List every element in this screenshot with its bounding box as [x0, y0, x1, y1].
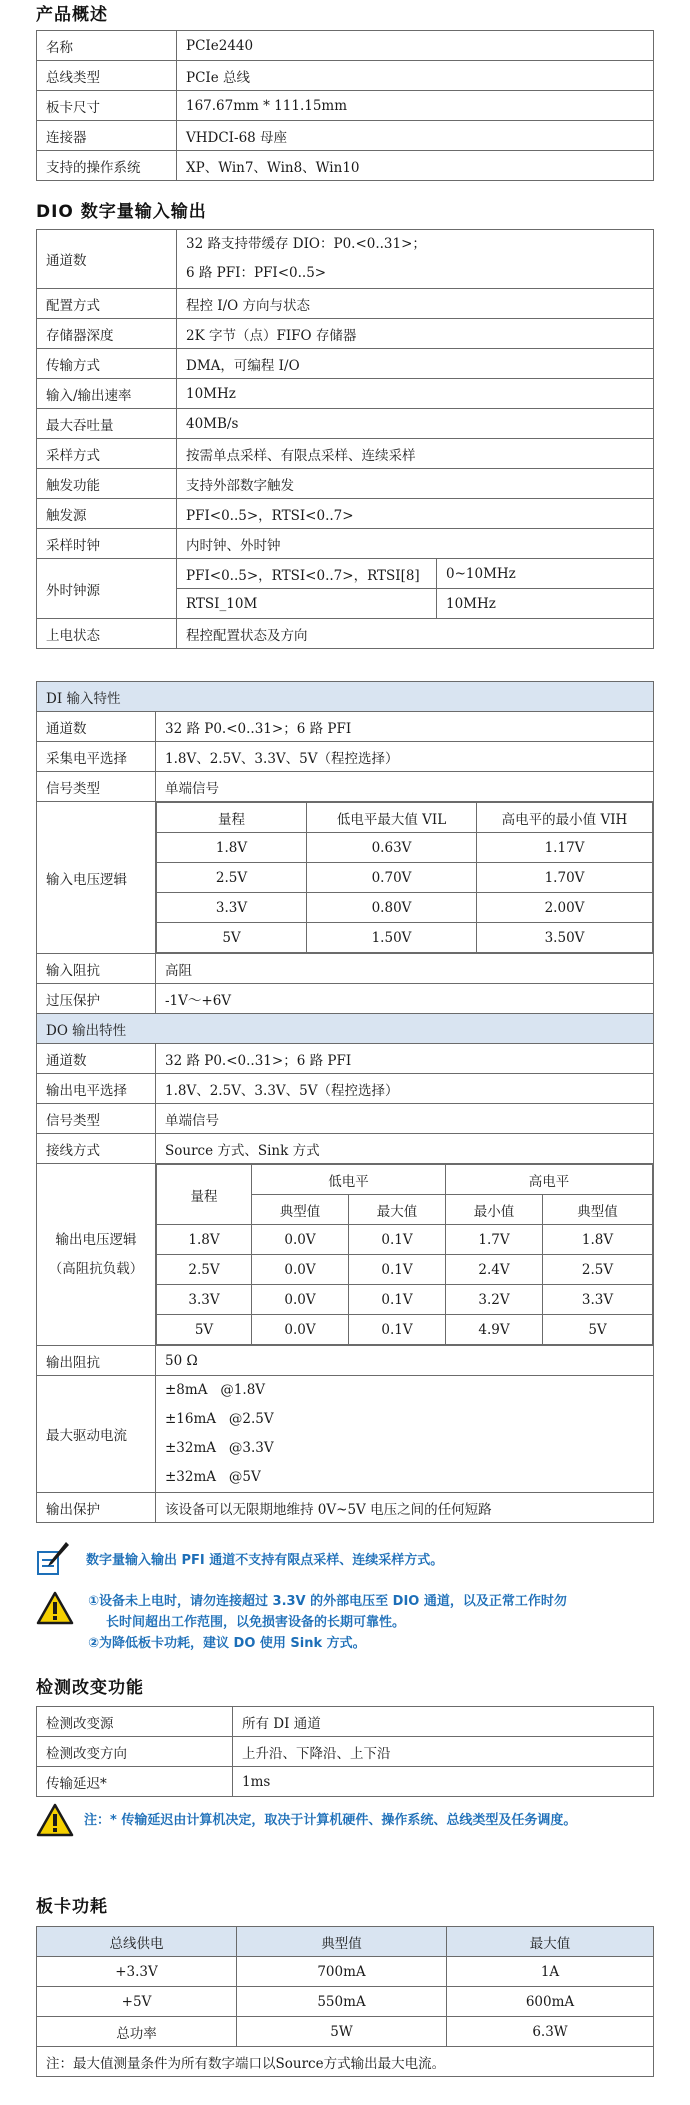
table-row [37, 2017, 654, 2047]
table-row [37, 121, 654, 151]
table-row [157, 923, 653, 953]
table-row [37, 802, 654, 954]
row-value: 40MB/s [177, 409, 654, 439]
table-row [37, 742, 654, 772]
cell: 3.50V [477, 923, 653, 953]
cell: 总功率 [37, 2017, 237, 2047]
cell: 1.70V [477, 863, 653, 893]
cell: 2.5V [157, 863, 307, 893]
table-row [37, 1493, 654, 1523]
do-title: DO 输出特性 [37, 1014, 654, 1044]
row-key: 输入阻抗 [37, 954, 156, 984]
row-value: 10MHz [177, 379, 654, 409]
warning-text [88, 1591, 668, 1654]
table-row [37, 1346, 654, 1376]
cell: 1.50V [307, 923, 477, 953]
pen-note-text: 数字量输入输出 PFI 通道不支持有限点采样、连续采样方式。 [86, 1553, 444, 1568]
cell: 5W [237, 2017, 447, 2047]
col-header: 典型值 [237, 1927, 447, 1957]
table-row [157, 1315, 653, 1345]
col-header: 高电平 [446, 1165, 653, 1195]
col-header: 最大值 [447, 1927, 654, 1957]
row-value: 该设备可以无限期地维持 0V~5V 电压之间的任何短路 [156, 1493, 654, 1523]
table-row [37, 61, 654, 91]
do-logic-label-2: （高阻抗负载） [48, 1260, 144, 1277]
cell: 0.1V [349, 1285, 446, 1315]
table-row [37, 31, 654, 61]
warning-icon [36, 1591, 74, 1629]
col-header: 高电平的最小值 VIH [477, 803, 653, 833]
table-row [37, 529, 654, 559]
do-logic-head [157, 1165, 653, 1195]
do-logic-cell [156, 1164, 654, 1346]
table-row [37, 1376, 654, 1493]
table-row [37, 1737, 654, 1767]
di-section-header [37, 682, 654, 712]
row-key: 输入/输出速率 [37, 379, 177, 409]
table-row [37, 409, 654, 439]
row-key: 检测改变源 [37, 1707, 233, 1737]
cell: 0.0V [252, 1255, 349, 1285]
cell: 6.3W [447, 2017, 654, 2047]
table-row [37, 1044, 654, 1074]
row-value: 32 路 P0.<0..31>；6 路 PFI [156, 1044, 654, 1074]
row-value [177, 230, 654, 289]
row-key: 过压保护 [37, 984, 156, 1014]
di-logic-head [157, 803, 653, 833]
cell: 0.0V [252, 1285, 349, 1315]
cell: 2.5V [157, 1255, 252, 1285]
table-row [37, 2047, 654, 2077]
row-key: 通道数 [37, 1044, 156, 1074]
warning-line-2: ②为降低板卡功耗，建议 DO 使用 Sink 方式。 [88, 1636, 366, 1651]
row-key: 通道数 [37, 712, 156, 742]
ext-clock-range: 0~10MHz [437, 559, 654, 589]
cell: 2.5V [543, 1255, 653, 1285]
table-row [37, 954, 654, 984]
row-value: PCIe2440 [177, 31, 654, 61]
table-row [37, 559, 654, 589]
col-header: 低电平 [252, 1165, 446, 1195]
col-header: 量程 [157, 803, 307, 833]
do-section-header [37, 1014, 654, 1044]
power-footnote: 注：最大值测量条件为所有数字端口以Source方式输出最大电流。 [37, 2047, 654, 2077]
row-value: 167.67mm * 111.15mm [177, 91, 654, 121]
row-key: 总线类型 [37, 61, 177, 91]
table-row [37, 1104, 654, 1134]
row-key: 输出电平选择 [37, 1074, 156, 1104]
row-value: XP、Win7、Win8、Win10 [177, 151, 654, 181]
di-logic-table [156, 802, 653, 953]
cell: +5V [37, 1987, 237, 2017]
row-value: -1V～+6V [156, 984, 654, 1014]
transfer-delay-note: 注：* 传输延迟由计算机决定，取决于计算机硬件、操作系统、总线类型及任务调度。 [84, 1813, 577, 1828]
table-row [37, 712, 654, 742]
table-row [37, 230, 654, 289]
cell: 5V [157, 1315, 252, 1345]
row-value: 32 路 P0.<0..31>；6 路 PFI [156, 712, 654, 742]
table-row [157, 1285, 653, 1315]
row-key: 触发功能 [37, 469, 177, 499]
section-title-power: 板卡功耗 [36, 1897, 108, 1917]
row-value: 高阻 [156, 954, 654, 984]
row-key: 板卡尺寸 [37, 91, 177, 121]
warning-icon [36, 1803, 74, 1841]
cell: 1.8V [157, 833, 307, 863]
cell: 4.9V [446, 1315, 543, 1345]
row-key: 连接器 [37, 121, 177, 151]
section-title-overview: 产品概述 [36, 5, 108, 25]
table-row [37, 1767, 654, 1797]
cell: 0.1V [349, 1315, 446, 1345]
row-key: 传输方式 [37, 349, 177, 379]
table-header-row [37, 1927, 654, 1957]
row-key: 通道数 [37, 230, 177, 289]
row-value: PCIe 总线 [177, 61, 654, 91]
row-key: 存储器深度 [37, 319, 177, 349]
drive-current-line: ±32mA @5V [165, 1469, 261, 1485]
cell: 3.3V [543, 1285, 653, 1315]
table-row [37, 319, 654, 349]
change-detect-table [36, 1706, 654, 1797]
cell: 3.3V [157, 893, 307, 923]
table-row [37, 984, 654, 1014]
cell: 5V [543, 1315, 653, 1345]
row-value: 程控 I/O 方向与状态 [177, 289, 654, 319]
section-title-change-detect: 检测改变功能 [36, 1678, 144, 1698]
row-key: 支持的操作系统 [37, 151, 177, 181]
col-header: 总线供电 [37, 1927, 237, 1957]
table-row [37, 349, 654, 379]
table-row [37, 151, 654, 181]
cell: 1.17V [477, 833, 653, 863]
ext-clock-source: PFI<0..5>，RTSI<0..7>，RTSI[8] [177, 559, 437, 589]
table-row [157, 833, 653, 863]
row-value: 所有 DI 通道 [233, 1707, 654, 1737]
overview-table [36, 30, 654, 181]
row-key: 上电状态 [37, 619, 177, 649]
do-logic-label-1: 输出电压逻辑 [55, 1231, 137, 1248]
cell: 0.70V [307, 863, 477, 893]
di-title: DI 输入特性 [37, 682, 654, 712]
dio-table [36, 229, 654, 649]
table-row [37, 379, 654, 409]
row-key: 配置方式 [37, 289, 177, 319]
row-value: Source 方式、Sink 方式 [156, 1134, 654, 1164]
table-row [37, 1074, 654, 1104]
col-header: 典型值 [543, 1195, 653, 1225]
cell: 3.2V [446, 1285, 543, 1315]
row-value: 内时钟、外时钟 [177, 529, 654, 559]
cell: 0.0V [252, 1315, 349, 1345]
table-row [37, 619, 654, 649]
cell: 2.4V [446, 1255, 543, 1285]
drive-current-line: ±16mA @2.5V [165, 1411, 274, 1427]
table-row [37, 439, 654, 469]
row-value: 1.8V、2.5V、3.3V、5V（程控选择） [156, 1074, 654, 1104]
table-row [37, 1987, 654, 2017]
row-key: 名称 [37, 31, 177, 61]
row-key: 采样时钟 [37, 529, 177, 559]
table-row [37, 772, 654, 802]
row-key: 最大驱动电流 [37, 1376, 156, 1493]
table-row [37, 289, 654, 319]
cell: 0.0V [252, 1225, 349, 1255]
col-header: 量程 [157, 1165, 252, 1225]
di-do-table [36, 681, 654, 1523]
row-key: 输入电压逻辑 [37, 802, 156, 954]
row-value: DMA，可编程 I/O [177, 349, 654, 379]
table-row [37, 499, 654, 529]
row-key: 传输延迟* [37, 1767, 233, 1797]
cell: 5V [157, 923, 307, 953]
cell: 600mA [447, 1987, 654, 2017]
do-logic-table [156, 1164, 653, 1345]
row-value: 单端信号 [156, 1104, 654, 1134]
cell: 3.3V [157, 1285, 252, 1315]
row-key: 检测改变方向 [37, 1737, 233, 1767]
cell: 1A [447, 1957, 654, 1987]
cell: 0.1V [349, 1225, 446, 1255]
cell: 1.8V [543, 1225, 653, 1255]
cell: 550mA [237, 1987, 447, 2017]
row-value: 支持外部数字触发 [177, 469, 654, 499]
channels-line-1: 32 路支持带缓存 DIO：P0.<0..31>； [186, 236, 426, 252]
row-key: 信号类型 [37, 1104, 156, 1134]
row-value: PFI<0..5>，RTSI<0..7> [177, 499, 654, 529]
channels-line-2: 6 路 PFI：PFI<0..5> [186, 265, 327, 281]
cell: 2.00V [477, 893, 653, 923]
pen-note-icon [36, 1540, 70, 1580]
cell: +3.3V [37, 1957, 237, 1987]
ext-clock-source: RTSI_10M [177, 589, 437, 619]
row-value: VHDCI-68 母座 [177, 121, 654, 151]
drive-current-line: ±8mA @1.8V [165, 1382, 266, 1398]
di-logic-cell [156, 802, 654, 954]
table-row [157, 1255, 653, 1285]
row-value: 1.8V、2.5V、3.3V、5V（程控选择） [156, 742, 654, 772]
table-row [37, 1164, 654, 1346]
row-key: 采样方式 [37, 439, 177, 469]
cell: 1.7V [446, 1225, 543, 1255]
row-key: 最大吞吐量 [37, 409, 177, 439]
col-header: 最大值 [349, 1195, 446, 1225]
row-key: 采集电平选择 [37, 742, 156, 772]
row-key: 接线方式 [37, 1134, 156, 1164]
drive-current-line: ±32mA @3.3V [165, 1440, 274, 1456]
row-value: 1ms [233, 1767, 654, 1797]
cell: 0.63V [307, 833, 477, 863]
row-value: 上升沿、下降沿、上下沿 [233, 1737, 654, 1767]
row-key: 信号类型 [37, 772, 156, 802]
row-key: 外时钟源 [37, 559, 177, 619]
row-value: 单端信号 [156, 772, 654, 802]
row-value: 50 Ω [156, 1346, 654, 1376]
col-header: 低电平最大值 VIL [307, 803, 477, 833]
power-table [36, 1926, 654, 2077]
row-value: 按需单点采样、有限点采样、连续采样 [177, 439, 654, 469]
table-row [37, 1707, 654, 1737]
row-key: 输出阻抗 [37, 1346, 156, 1376]
row-key: 触发源 [37, 499, 177, 529]
ext-clock-range: 10MHz [437, 589, 654, 619]
table-row [37, 1957, 654, 1987]
cell: 0.1V [349, 1255, 446, 1285]
cell: 0.80V [307, 893, 477, 923]
table-row [157, 863, 653, 893]
table-row [37, 469, 654, 499]
col-header: 典型值 [252, 1195, 349, 1225]
warning-line-1a: ①设备未上电时，请勿连接超过 3.3V 的外部电压至 DIO 通道，以及正常工作时勿 [88, 1594, 567, 1609]
warning-line-1b: 长时间超出工作范围，以免损害设备的长期可靠性。 [106, 1615, 406, 1630]
table-row [157, 1225, 653, 1255]
table-row [157, 893, 653, 923]
row-value [156, 1376, 654, 1493]
row-value: 2K 字节（点）FIFO 存储器 [177, 319, 654, 349]
table-row [37, 91, 654, 121]
table-row [37, 1134, 654, 1164]
row-key [37, 1164, 156, 1346]
row-value: 程控配置状态及方向 [177, 619, 654, 649]
row-key: 输出保护 [37, 1493, 156, 1523]
cell: 1.8V [157, 1225, 252, 1255]
section-title-dio: DIO 数字量输入输出 [36, 202, 207, 222]
cell: 700mA [237, 1957, 447, 1987]
col-header: 最小值 [446, 1195, 543, 1225]
